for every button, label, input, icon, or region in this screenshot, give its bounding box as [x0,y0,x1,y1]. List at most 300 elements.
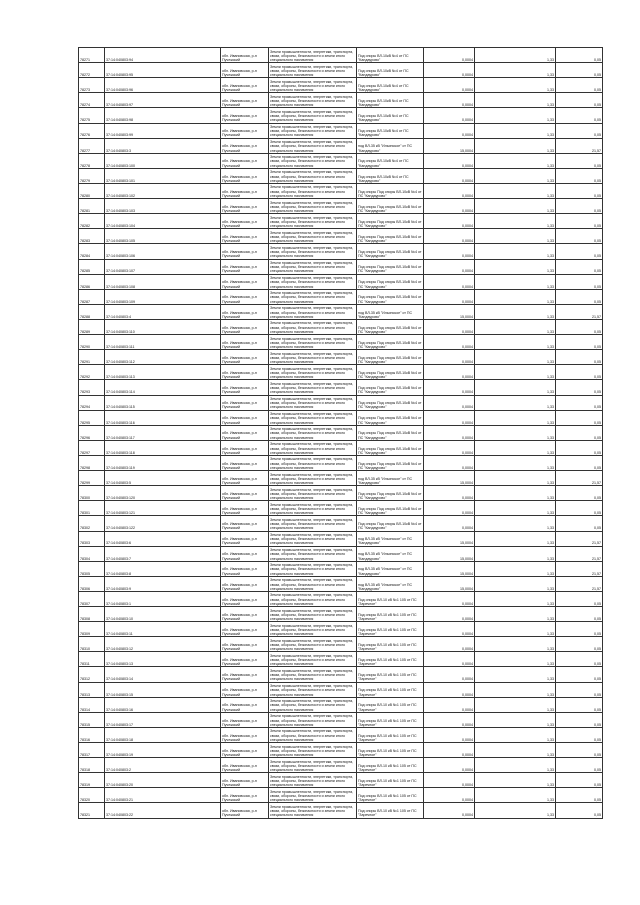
cell-permitted-use: Под опоры ВЛ-10кВ №4 от ПС "Кандаурово" [357,48,424,63]
cell-coefficient: 1,33 [475,335,556,350]
cell-amount: 0,05 [556,727,603,742]
cell-address: обл. Ивановская, р-н Пучежский [221,516,269,531]
cell-permitted-use: Под опоры ВЛ-10 кВ №1 105 от ПС "Заречное" [357,622,424,637]
cell-cadastral-number: 37:14:040803:109 [105,289,221,304]
cell-cadastral-number: 37:14:040803:14 [105,667,221,682]
table-row [79,546,603,561]
cell-coefficient: 1,33 [475,244,556,259]
cell-record-id: 78273 [79,78,105,93]
cell-amount: 0,05 [556,108,603,123]
cell-land-category: Земли промышленности, энергетики, транспорта, связи, обороны, безопасности и земли иного специального назначения [269,471,357,486]
cell-address: обл. Ивановская, р-н Пучежский [221,712,269,727]
cell-area: 0,0004 [424,803,475,818]
cell-area: 0,0004 [424,516,475,531]
cell-amount: 0,05 [556,773,603,788]
cell-record-id: 78281 [79,199,105,214]
cell-amount: 0,05 [556,591,603,606]
cell-area: 0,0004 [424,682,475,697]
cell-area: 0,0004 [424,758,475,773]
cell-coefficient: 1,33 [475,380,556,395]
cell-address: обл. Ивановская, р-н Пучежский [221,682,269,697]
cell-address: обл. Ивановская, р-н Пучежский [221,335,269,350]
cell-land-category: Земли промышленности, энергетики, транспорта, связи, обороны, безопасности и земли иного специального назначения [269,637,357,652]
table-row [79,78,603,93]
table-row [79,773,603,788]
cell-coefficient: 1,33 [475,758,556,773]
table-row [79,410,603,425]
cell-land-category: Земли промышленности, энергетики, транспорта, связи, обороны, безопасности и земли иного специального назначения [269,274,357,289]
cell-record-id: 78317 [79,743,105,758]
cell-amount: 0,05 [556,803,603,818]
cell-cadastral-number: 37:14:040803:120 [105,486,221,501]
cell-record-id: 78320 [79,788,105,803]
register-table-body [79,48,603,819]
cell-coefficient: 1,33 [475,576,556,591]
cell-coefficient: 1,33 [475,516,556,531]
cell-area: 0,0004 [424,727,475,742]
cell-permitted-use: Под опоры Под опоры ВЛ-10кВ №4 от ПС "Кандаурово" [357,244,424,259]
cell-land-category: Земли промышленности, энергетики, транспорта, связи, обороны, безопасности и земли иного специального назначения [269,319,357,334]
cell-address: обл. Ивановская, р-н Пучежский [221,455,269,470]
cell-area: 15,0004 [424,576,475,591]
cell-record-id: 78282 [79,214,105,229]
cell-address: обл. Ивановская, р-н Пучежский [221,788,269,803]
cell-record-id: 78311 [79,652,105,667]
cell-land-category: Земли промышленности, энергетики, транспорта, связи, обороны, безопасности и земли иного специального назначения [269,93,357,108]
cell-amount: 0,05 [556,274,603,289]
cell-amount: 0,05 [556,637,603,652]
cell-record-id: 78305 [79,561,105,576]
cell-amount: 0,05 [556,758,603,773]
table-row [79,63,603,78]
table-row [79,304,603,319]
cell-amount: 0,05 [556,395,603,410]
cell-permitted-use: Под опоры ВЛ-10кВ №4 от ПС "Кандаурово" [357,93,424,108]
cell-coefficient: 1,33 [475,259,556,274]
cell-area: 0,0004 [424,667,475,682]
table-row [79,214,603,229]
table-row [79,622,603,637]
cell-coefficient: 1,33 [475,788,556,803]
cell-cadastral-number: 37:14:040803:118 [105,440,221,455]
cell-amount: 0,05 [556,183,603,198]
register-table-container [78,47,601,819]
cell-cadastral-number: 37:14:040803:101 [105,168,221,183]
cell-cadastral-number: 37:14:040803:5 [105,471,221,486]
cell-address: обл. Ивановская, р-н Пучежский [221,591,269,606]
cell-permitted-use: Под опоры Под опоры ВЛ-10кВ №4 от ПС "Кандаурово" [357,214,424,229]
cell-address: обл. Ивановская, р-н Пучежский [221,380,269,395]
cell-area: 0,0004 [424,108,475,123]
cell-cadastral-number: 37:14:040803:18 [105,727,221,742]
cell-amount: 0,05 [556,229,603,244]
cell-amount: 0,05 [556,319,603,334]
cell-record-id: 78279 [79,168,105,183]
cell-record-id: 78301 [79,501,105,516]
cell-address: обл. Ивановская, р-н Пучежский [221,350,269,365]
cell-cadastral-number: 37:14:040803:9 [105,576,221,591]
cell-land-category: Земли промышленности, энергетики, транспорта, связи, обороны, безопасности и земли иного специального назначения [269,108,357,123]
cell-coefficient: 1,33 [475,622,556,637]
cell-address: обл. Ивановская, р-н Пучежский [221,652,269,667]
cell-area: 0,0004 [424,622,475,637]
cell-record-id: 78297 [79,440,105,455]
cell-coefficient: 1,33 [475,667,556,682]
cell-land-category: Земли промышленности, энергетики, транспорта, связи, обороны, безопасности и земли иного специального назначения [269,123,357,138]
cell-land-category: Земли промышленности, энергетики, транспорта, связи, обороны, безопасности и земли иного специального назначения [269,576,357,591]
cell-land-category: Земли промышленности, энергетики, транспорта, связи, обороны, безопасности и земли иного специального назначения [269,591,357,606]
cell-coefficient: 1,33 [475,350,556,365]
cell-land-category: Земли промышленности, энергетики, транспорта, связи, обороны, безопасности и земли иного специального назначения [269,622,357,637]
cell-coefficient: 1,33 [475,289,556,304]
cell-permitted-use: Под опоры ВЛ-10 кВ №1 105 от ПС "Заречное" [357,682,424,697]
cell-permitted-use: Под опоры Под опоры ВЛ-10кВ №4 от ПС "Кандаурово" [357,319,424,334]
cell-permitted-use: под ВЛ-35 кВ "Ильинское" от ПС "Кандаурово" [357,546,424,561]
cell-address: обл. Ивановская, р-н Пучежский [221,667,269,682]
cell-land-category: Земли промышленности, энергетики, транспорта, связи, обороны, безопасности и земли иного специального назначения [269,183,357,198]
cell-address: обл. Ивановская, р-н Пучежский [221,319,269,334]
cell-cadastral-number: 37:14:040803:117 [105,425,221,440]
table-row [79,138,603,153]
cell-coefficient: 1,33 [475,773,556,788]
cell-coefficient: 1,33 [475,63,556,78]
cell-coefficient: 1,33 [475,229,556,244]
table-row [79,199,603,214]
cell-address: обл. Ивановская, р-н Пучежский [221,289,269,304]
table-row [79,712,603,727]
cell-address: обл. Ивановская, р-н Пучежский [221,168,269,183]
cell-record-id: 78315 [79,712,105,727]
cell-area: 0,0004 [424,455,475,470]
cell-address: обл. Ивановская, р-н Пучежский [221,123,269,138]
table-row [79,486,603,501]
cell-cadastral-number: 37:14:040803:121 [105,501,221,516]
cell-cadastral-number: 37:14:040803:106 [105,244,221,259]
cell-land-category: Земли промышленности, энергетики, транспорта, связи, обороны, безопасности и земли иного специального назначения [269,486,357,501]
table-row [79,93,603,108]
cell-coefficient: 1,33 [475,304,556,319]
cell-permitted-use: Под опоры ВЛ-10 кВ №1 105 от ПС "Заречное" [357,652,424,667]
cell-permitted-use: Под опоры Под опоры ВЛ-10кВ №4 от ПС "Кандаурово" [357,486,424,501]
cell-permitted-use: под ВЛ-35 кВ "Ильинское" от ПС "Кандаурово" [357,138,424,153]
cell-address: обл. Ивановская, р-н Пучежский [221,138,269,153]
cell-amount: 0,05 [556,697,603,712]
cell-land-category: Земли промышленности, энергетики, транспорта, связи, обороны, безопасности и земли иного специального назначения [269,199,357,214]
cell-coefficient: 1,33 [475,652,556,667]
cell-record-id: 78302 [79,516,105,531]
cell-address: обл. Ивановская, р-н Пучежский [221,501,269,516]
cell-cadastral-number: 37:14:040803:102 [105,183,221,198]
cell-land-category: Земли промышленности, энергетики, транспорта, связи, обороны, безопасности и земли иного специального назначения [269,304,357,319]
cell-coefficient: 1,33 [475,108,556,123]
cell-amount: 0,05 [556,123,603,138]
table-row [79,183,603,198]
cell-cadastral-number: 37:14:040803:20 [105,773,221,788]
cell-record-id: 78308 [79,607,105,622]
cell-amount: 21,57 [556,531,603,546]
cell-land-category: Земли промышленности, энергетики, транспорта, связи, обороны, безопасности и земли иного специального назначения [269,214,357,229]
cell-land-category: Земли промышленности, энергетики, транспорта, связи, обороны, безопасности и земли иного специального назначения [269,138,357,153]
cell-address: обл. Ивановская, р-н Пучежский [221,773,269,788]
cell-land-category: Земли промышленности, энергетики, транспорта, связи, обороны, безопасности и земли иного специального назначения [269,516,357,531]
cell-area: 0,0004 [424,319,475,334]
cell-cadastral-number: 37:14:040803:98 [105,108,221,123]
cell-record-id: 78321 [79,803,105,818]
cell-permitted-use: Под опоры ВЛ-10кВ №4 от ПС "Кандаурово" [357,63,424,78]
cell-land-category: Земли промышленности, энергетики, транспорта, связи, обороны, безопасности и земли иного специального назначения [269,758,357,773]
cell-record-id: 78293 [79,380,105,395]
cell-amount: 0,05 [556,168,603,183]
cell-amount: 0,05 [556,259,603,274]
cell-coefficient: 1,33 [475,471,556,486]
cell-cadastral-number: 37:14:040803:19 [105,743,221,758]
cell-cadastral-number: 37:14:040803:4 [105,304,221,319]
cell-land-category: Земли промышленности, энергетики, транспорта, связи, обороны, безопасности и земли иного специального назначения [269,410,357,425]
cell-land-category: Земли промышленности, энергетики, транспорта, связи, обороны, безопасности и земли иного специального назначения [269,289,357,304]
cell-address: обл. Ивановская, р-н Пучежский [221,622,269,637]
cell-permitted-use: Под опоры Под опоры ВЛ-10кВ №4 от ПС "Кандаурово" [357,259,424,274]
cell-record-id: 78319 [79,773,105,788]
cell-coefficient: 1,33 [475,546,556,561]
cell-coefficient: 1,33 [475,682,556,697]
cell-land-category: Земли промышленности, энергетики, транспорта, связи, обороны, безопасности и земли иного специального назначения [269,561,357,576]
cell-address: обл. Ивановская, р-н Пучежский [221,743,269,758]
cell-permitted-use: под ВЛ-35 кВ "Ильинское" от ПС "Кандаурово" [357,531,424,546]
cell-coefficient: 1,33 [475,425,556,440]
cell-cadastral-number: 37:14:040803:103 [105,199,221,214]
cell-permitted-use: Под опоры ВЛ-10 кВ №1 105 от ПС "Заречное" [357,591,424,606]
cell-record-id: 78296 [79,425,105,440]
cell-area: 15,0004 [424,304,475,319]
cell-area: 0,0004 [424,63,475,78]
cell-coefficient: 1,33 [475,365,556,380]
cell-address: обл. Ивановская, р-н Пучежский [221,63,269,78]
cell-area: 0,0004 [424,168,475,183]
cell-record-id: 78283 [79,229,105,244]
table-row [79,576,603,591]
cell-permitted-use: Под опоры Под опоры ВЛ-10кВ №4 от ПС "Кандаурово" [357,274,424,289]
cell-land-category: Земли промышленности, энергетики, транспорта, связи, обороны, безопасности и земли иного специального назначения [269,78,357,93]
cell-permitted-use: Под опоры ВЛ-10кВ №4 от ПС "Кандаурово" [357,78,424,93]
cell-area: 0,0004 [424,743,475,758]
table-row [79,697,603,712]
cell-cadastral-number: 37:14:040803:104 [105,214,221,229]
cell-area: 0,0004 [424,274,475,289]
cell-amount: 21,57 [556,546,603,561]
cell-area: 0,0004 [424,637,475,652]
cell-record-id: 78309 [79,622,105,637]
table-row [79,395,603,410]
cell-land-category: Земли промышленности, энергетики, транспорта, связи, обороны, безопасности и земли иного специального назначения [269,773,357,788]
cell-record-id: 78271 [79,48,105,63]
cell-cadastral-number: 37:14:040803:100 [105,153,221,168]
table-row [79,168,603,183]
cell-amount: 21,57 [556,138,603,153]
cell-land-category: Земли промышленности, энергетики, транспорта, связи, обороны, безопасности и земли иного специального назначения [269,546,357,561]
cell-address: обл. Ивановская, р-н Пучежский [221,365,269,380]
cell-record-id: 78314 [79,697,105,712]
table-row [79,531,603,546]
cell-record-id: 78306 [79,576,105,591]
cell-address: обл. Ивановская, р-н Пучежский [221,697,269,712]
cell-address: обл. Ивановская, р-н Пучежский [221,244,269,259]
cell-land-category: Земли промышленности, энергетики, транспорта, связи, обороны, безопасности и земли иного специального назначения [269,63,357,78]
cell-cadastral-number: 37:14:040803:97 [105,93,221,108]
cell-address: обл. Ивановская, р-н Пучежский [221,214,269,229]
cell-cadastral-number: 37:14:040803:115 [105,395,221,410]
cell-area: 0,0004 [424,440,475,455]
cell-address: обл. Ивановская, р-н Пучежский [221,637,269,652]
cell-cadastral-number: 37:14:040803:96 [105,78,221,93]
cell-area: 0,0004 [424,350,475,365]
cell-amount: 0,05 [556,289,603,304]
cell-area: 0,0004 [424,153,475,168]
cell-address: обл. Ивановская, р-н Пучежский [221,229,269,244]
cell-land-category: Земли промышленности, энергетики, транспорта, связи, обороны, безопасности и земли иного специального назначения [269,788,357,803]
cell-permitted-use: Под опоры Под опоры ВЛ-10кВ №4 от ПС "Кандаурово" [357,501,424,516]
cell-amount: 0,05 [556,652,603,667]
cell-cadastral-number: 37:14:040803:114 [105,380,221,395]
cell-permitted-use: Под опоры ВЛ-10 кВ №1 105 от ПС "Заречное" [357,697,424,712]
cell-coefficient: 1,33 [475,123,556,138]
cell-cadastral-number: 37:14:040803:12 [105,637,221,652]
cell-amount: 0,05 [556,667,603,682]
cell-permitted-use: Под опоры ВЛ-10 кВ №1 105 от ПС "Заречное" [357,667,424,682]
cell-land-category: Земли промышленности, энергетики, транспорта, связи, обороны, безопасности и земли иного специального назначения [269,531,357,546]
cell-land-category: Земли промышленности, энергетики, транспорта, связи, обороны, безопасности и земли иного специального назначения [269,335,357,350]
cell-cadastral-number: 37:14:040803:15 [105,682,221,697]
cell-permitted-use: Под опоры Под опоры ВЛ-10кВ №4 от ПС "Кандаурово" [357,365,424,380]
cell-record-id: 78310 [79,637,105,652]
cell-land-category: Земли промышленности, энергетики, транспорта, связи, обороны, безопасности и земли иного специального назначения [269,607,357,622]
cell-address: обл. Ивановская, р-н Пучежский [221,576,269,591]
cell-cadastral-number: 37:14:040803:17 [105,712,221,727]
cell-amount: 0,05 [556,425,603,440]
cell-amount: 0,05 [556,153,603,168]
cell-area: 0,0004 [424,788,475,803]
cell-land-category: Земли промышленности, энергетики, транспорта, связи, обороны, безопасности и земли иного специального назначения [269,743,357,758]
cell-amount: 21,57 [556,561,603,576]
cell-permitted-use: Под опоры Под опоры ВЛ-10кВ №4 от ПС "Кандаурово" [357,183,424,198]
cell-amount: 0,05 [556,365,603,380]
cell-area: 0,0004 [424,244,475,259]
cell-cadastral-number: 37:14:040803:6 [105,531,221,546]
cell-permitted-use: Под опоры Под опоры ВЛ-10кВ №4 от ПС "Кандаурово" [357,395,424,410]
cell-record-id: 78288 [79,304,105,319]
cell-cadastral-number: 37:14:040803:10 [105,607,221,622]
cell-cadastral-number: 37:14:040803:112 [105,350,221,365]
cell-record-id: 78280 [79,183,105,198]
cell-address: обл. Ивановская, р-н Пучежский [221,471,269,486]
cell-address: обл. Ивановская, р-н Пучежский [221,607,269,622]
cell-land-category: Земли промышленности, энергетики, транспорта, связи, обороны, безопасности и земли иного специального назначения [269,501,357,516]
table-row [79,274,603,289]
cell-permitted-use: Под опоры ВЛ-10кВ №4 от ПС "Кандаурово" [357,153,424,168]
cell-permitted-use: Под опоры ВЛ-10 кВ №1 105 от ПС "Заречное" [357,758,424,773]
cell-coefficient: 1,33 [475,743,556,758]
cell-area: 0,0004 [424,486,475,501]
cell-record-id: 78290 [79,335,105,350]
cell-record-id: 78291 [79,350,105,365]
cell-record-id: 78272 [79,63,105,78]
cell-coefficient: 1,33 [475,486,556,501]
table-row [79,319,603,334]
cell-address: обл. Ивановская, р-н Пучежский [221,108,269,123]
table-row [79,788,603,803]
cell-cadastral-number: 37:14:040803:21 [105,788,221,803]
cell-amount: 21,57 [556,576,603,591]
cell-coefficient: 1,33 [475,591,556,606]
cell-address: обл. Ивановская, р-н Пучежский [221,425,269,440]
cell-area: 0,0004 [424,501,475,516]
cell-cadastral-number: 37:14:040803:95 [105,63,221,78]
cell-area: 0,0004 [424,48,475,63]
cell-cadastral-number: 37:14:040803:110 [105,319,221,334]
cell-cadastral-number: 37:14:040803:113 [105,365,221,380]
cell-cadastral-number: 37:14:040803:111 [105,335,221,350]
cell-permitted-use: Под опоры Под опоры ВЛ-10кВ №4 от ПС "Кандаурово" [357,335,424,350]
cell-record-id: 78286 [79,274,105,289]
cell-record-id: 78285 [79,259,105,274]
cell-coefficient: 1,33 [475,727,556,742]
cell-record-id: 78313 [79,682,105,697]
cell-coefficient: 1,33 [475,48,556,63]
cell-land-category: Земли промышленности, энергетики, транспорта, связи, обороны, безопасности и земли иного специального назначения [269,682,357,697]
cell-area: 0,0004 [424,123,475,138]
cell-coefficient: 1,33 [475,274,556,289]
cell-land-category: Земли промышленности, энергетики, транспорта, связи, обороны, безопасности и земли иного специального назначения [269,395,357,410]
cell-land-category: Земли промышленности, энергетики, транспорта, связи, обороны, безопасности и земли иного специального назначения [269,365,357,380]
cell-cadastral-number: 37:14:040803:94 [105,48,221,63]
cell-area: 0,0004 [424,183,475,198]
cell-land-category: Земли промышленности, энергетики, транспорта, связи, обороны, безопасности и земли иного специального назначения [269,712,357,727]
cell-record-id: 78303 [79,531,105,546]
register-table [78,47,603,819]
cell-amount: 0,05 [556,335,603,350]
cell-cadastral-number: 37:14:040803:13 [105,652,221,667]
cell-area: 0,0004 [424,410,475,425]
cell-area: 0,0004 [424,229,475,244]
cell-coefficient: 1,33 [475,712,556,727]
cell-area: 0,0004 [424,425,475,440]
table-row [79,652,603,667]
cell-permitted-use: Под опоры ВЛ-10 кВ №1 105 от ПС "Заречное" [357,803,424,818]
cell-area: 0,0004 [424,380,475,395]
cell-permitted-use: под ВЛ-35 кВ "Ильинское" от ПС "Кандаурово" [357,304,424,319]
cell-amount: 0,05 [556,607,603,622]
cell-address: обл. Ивановская, р-н Пучежский [221,395,269,410]
cell-record-id: 78298 [79,455,105,470]
cell-amount: 21,57 [556,471,603,486]
cell-coefficient: 1,33 [475,455,556,470]
cell-permitted-use: Под опоры ВЛ-10 кВ №1 105 от ПС "Заречное" [357,788,424,803]
cell-permitted-use: Под опоры ВЛ-10 кВ №1 105 от ПС "Заречное" [357,712,424,727]
cell-coefficient: 1,33 [475,410,556,425]
table-row [79,455,603,470]
cell-area: 0,0004 [424,365,475,380]
table-row [79,727,603,742]
table-row [79,591,603,606]
cell-record-id: 78307 [79,591,105,606]
cell-cadastral-number: 37:14:040803:107 [105,259,221,274]
table-row [79,667,603,682]
cell-coefficient: 1,33 [475,319,556,334]
table-row [79,561,603,576]
cell-record-id: 78312 [79,667,105,682]
cell-land-category: Земли промышленности, энергетики, транспорта, связи, обороны, безопасности и земли иного специального назначения [269,803,357,818]
cell-permitted-use: Под опоры ВЛ-10 кВ №1 105 от ПС "Заречное" [357,743,424,758]
cell-address: обл. Ивановская, р-н Пучежский [221,531,269,546]
